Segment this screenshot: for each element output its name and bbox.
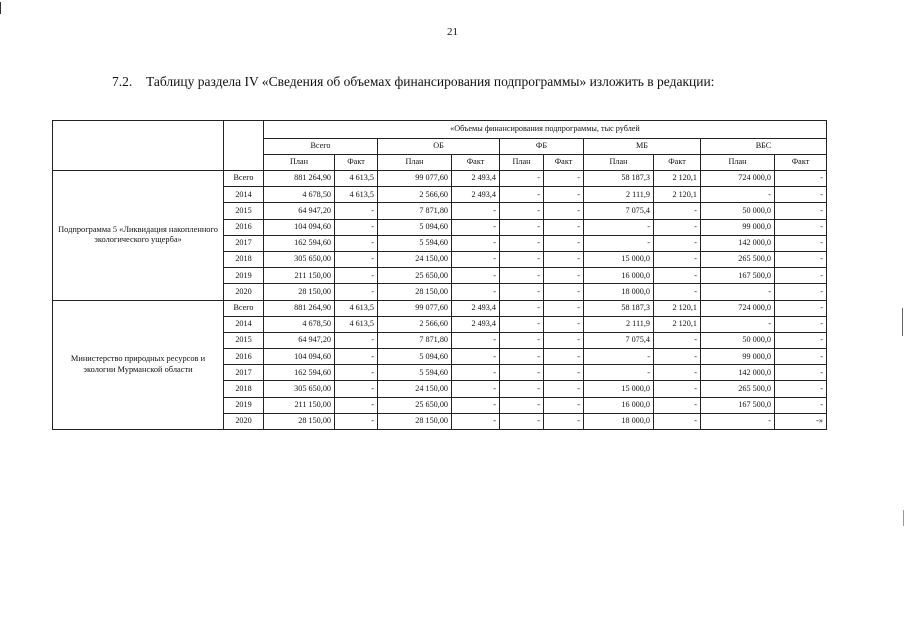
group-header-total: Всего	[264, 139, 378, 155]
value-cell: 2 566,60	[378, 187, 452, 203]
table-row	[53, 300, 827, 316]
value-cell: -	[335, 413, 378, 429]
value-cell: -»	[775, 413, 827, 429]
section-heading	[112, 74, 714, 90]
value-cell: 64 947,20	[264, 332, 335, 348]
value-cell: -	[500, 284, 544, 300]
value-cell: -	[654, 332, 701, 348]
value-cell: -	[701, 187, 775, 203]
value-cell: 2 120,1	[654, 187, 701, 203]
page-edge-mark	[902, 308, 903, 336]
value-cell: -	[500, 219, 544, 235]
value-cell: -	[544, 349, 584, 365]
value-cell: -	[701, 316, 775, 332]
subheader-plan: План	[378, 155, 452, 171]
value-cell: -	[335, 284, 378, 300]
year-cell: 2018	[224, 251, 264, 267]
value-cell: -	[584, 219, 654, 235]
subheader-fact: Факт	[654, 155, 701, 171]
year-cell: 2017	[224, 365, 264, 381]
section-name-cell: Министерство природных ресурсов и экологии Мурманской области	[53, 300, 224, 430]
value-cell: -	[775, 187, 827, 203]
year-cell: 2017	[224, 235, 264, 251]
value-cell: 50 000,0	[701, 332, 775, 348]
value-cell: 2 120,1	[654, 171, 701, 187]
value-cell: 7 871,80	[378, 203, 452, 219]
value-cell: -	[544, 203, 584, 219]
group-header-vbs: ВБС	[701, 139, 827, 155]
year-cell: 2019	[224, 397, 264, 413]
section-name-cell: Подпрограмма 5 «Ликвидация накопленного экологического ущерба»	[53, 171, 224, 301]
subheader-fact: Факт	[452, 155, 500, 171]
value-cell: -	[452, 381, 500, 397]
value-cell: -	[335, 203, 378, 219]
value-cell: 2 111,9	[584, 187, 654, 203]
value-cell: 99 000,0	[701, 219, 775, 235]
value-cell: 142 000,0	[701, 365, 775, 381]
value-cell: 99 077,60	[378, 171, 452, 187]
value-cell: 881 264,90	[264, 171, 335, 187]
value-cell: -	[544, 300, 584, 316]
value-cell: -	[775, 171, 827, 187]
value-cell: 167 500,0	[701, 397, 775, 413]
value-cell: -	[544, 219, 584, 235]
heading-number: 7.2.	[112, 74, 133, 89]
group-header-ob: ОБ	[378, 139, 500, 155]
subheader-fact: Факт	[544, 155, 584, 171]
value-cell: -	[335, 349, 378, 365]
value-cell: -	[452, 203, 500, 219]
value-cell: 28 150,00	[264, 284, 335, 300]
value-cell: -	[500, 365, 544, 381]
value-cell: 724 000,0	[701, 171, 775, 187]
value-cell: -	[544, 284, 584, 300]
value-cell: 162 594,60	[264, 235, 335, 251]
value-cell: -	[452, 413, 500, 429]
value-cell: 28 150,00	[264, 413, 335, 429]
value-cell: -	[335, 397, 378, 413]
year-cell: 2019	[224, 268, 264, 284]
value-cell: -	[500, 381, 544, 397]
value-cell: 28 150,00	[378, 284, 452, 300]
value-cell: 25 650,00	[378, 268, 452, 284]
value-cell: -	[500, 235, 544, 251]
value-cell: 18 000,0	[584, 284, 654, 300]
value-cell: 265 500,0	[701, 381, 775, 397]
value-cell: -	[335, 268, 378, 284]
value-cell: -	[775, 316, 827, 332]
value-cell: -	[775, 203, 827, 219]
value-cell: -	[452, 219, 500, 235]
value-cell: -	[452, 268, 500, 284]
year-cell: 2020	[224, 284, 264, 300]
value-cell: 4 678,50	[264, 187, 335, 203]
value-cell: -	[654, 413, 701, 429]
value-cell: 5 094,60	[378, 219, 452, 235]
value-cell: -	[500, 268, 544, 284]
value-cell: 25 650,00	[378, 397, 452, 413]
value-cell: 15 000,0	[584, 381, 654, 397]
value-cell: -	[584, 365, 654, 381]
value-cell: 58 187,3	[584, 171, 654, 187]
value-cell: 4 613,5	[335, 300, 378, 316]
page-number: 21	[447, 26, 458, 38]
heading-text: Таблицу раздела IV «Сведения об объемах финансирования подпрограммы» изложить в редакции:	[146, 74, 715, 89]
value-cell: -	[775, 300, 827, 316]
value-cell: 2 120,1	[654, 316, 701, 332]
value-cell: -	[775, 349, 827, 365]
value-cell: 2 111,9	[584, 316, 654, 332]
year-cell: 2016	[224, 349, 264, 365]
group-header-mb: МБ	[584, 139, 701, 155]
value-cell: -	[775, 284, 827, 300]
value-cell: -	[544, 316, 584, 332]
value-cell: 5 594,60	[378, 365, 452, 381]
value-cell: -	[500, 413, 544, 429]
value-cell: -	[775, 332, 827, 348]
value-cell: -	[335, 235, 378, 251]
value-cell: -	[654, 251, 701, 267]
value-cell: -	[654, 381, 701, 397]
value-cell: -	[544, 235, 584, 251]
value-cell: 4 613,5	[335, 187, 378, 203]
value-cell: 2 493,4	[452, 300, 500, 316]
value-cell: -	[775, 397, 827, 413]
value-cell: -	[500, 349, 544, 365]
value-cell: 28 150,00	[378, 413, 452, 429]
table-row	[53, 171, 827, 187]
value-cell: -	[654, 365, 701, 381]
value-cell: 58 187,3	[584, 300, 654, 316]
page-edge-mark	[903, 510, 904, 526]
value-cell: 99 000,0	[701, 349, 775, 365]
value-cell: -	[452, 349, 500, 365]
year-cell: 2015	[224, 332, 264, 348]
value-cell: 16 000,0	[584, 268, 654, 284]
value-cell: -	[452, 397, 500, 413]
value-cell: -	[335, 219, 378, 235]
value-cell: -	[775, 251, 827, 267]
value-cell: 162 594,60	[264, 365, 335, 381]
value-cell: 5 094,60	[378, 349, 452, 365]
subheader-plan: План	[500, 155, 544, 171]
value-cell: -	[654, 284, 701, 300]
value-cell: -	[544, 413, 584, 429]
value-cell: 7 075,4	[584, 332, 654, 348]
subheader-fact: Факт	[775, 155, 827, 171]
year-cell: 2014	[224, 316, 264, 332]
value-cell: 305 650,00	[264, 381, 335, 397]
value-cell: 104 094,60	[264, 349, 335, 365]
value-cell: 724 000,0	[701, 300, 775, 316]
value-cell: -	[701, 284, 775, 300]
year-cell: 2016	[224, 219, 264, 235]
value-cell: -	[500, 397, 544, 413]
year-cell: Всего	[224, 171, 264, 187]
value-cell: -	[654, 268, 701, 284]
value-cell: -	[654, 235, 701, 251]
value-cell: -	[335, 332, 378, 348]
header-blank-section	[53, 121, 224, 171]
value-cell: -	[544, 268, 584, 284]
value-cell: -	[701, 413, 775, 429]
value-cell: 305 650,00	[264, 251, 335, 267]
value-cell: -	[544, 332, 584, 348]
value-cell: 4 678,50	[264, 316, 335, 332]
value-cell: -	[775, 365, 827, 381]
value-cell: -	[452, 284, 500, 300]
value-cell: -	[544, 381, 584, 397]
value-cell: -	[584, 235, 654, 251]
value-cell: 2 493,4	[452, 171, 500, 187]
value-cell: 881 264,90	[264, 300, 335, 316]
value-cell: 167 500,0	[701, 268, 775, 284]
value-cell: -	[500, 171, 544, 187]
value-cell: 16 000,0	[584, 397, 654, 413]
value-cell: 265 500,0	[701, 251, 775, 267]
financing-table	[52, 120, 827, 430]
group-header-fb: ФБ	[500, 139, 584, 155]
value-cell: 18 000,0	[584, 413, 654, 429]
year-cell: 2018	[224, 381, 264, 397]
value-cell: 4 613,5	[335, 316, 378, 332]
value-cell: -	[500, 316, 544, 332]
value-cell: -	[775, 268, 827, 284]
subheader-plan: План	[264, 155, 335, 171]
value-cell: -	[452, 251, 500, 267]
value-cell: 7 075,4	[584, 203, 654, 219]
value-cell: 24 150,00	[378, 251, 452, 267]
value-cell: 2 120,1	[654, 300, 701, 316]
year-cell: Всего	[224, 300, 264, 316]
value-cell: 211 150,00	[264, 397, 335, 413]
table-title: «Объемы финансирования подпрограммы, тыс рублей	[264, 121, 827, 139]
value-cell: 2 493,4	[452, 187, 500, 203]
value-cell: -	[500, 332, 544, 348]
value-cell: -	[654, 203, 701, 219]
year-cell: 2014	[224, 187, 264, 203]
value-cell: -	[335, 365, 378, 381]
value-cell: -	[544, 397, 584, 413]
value-cell: -	[452, 235, 500, 251]
value-cell: 5 594,60	[378, 235, 452, 251]
year-cell: 2020	[224, 413, 264, 429]
value-cell: 2 493,4	[452, 316, 500, 332]
page-edge-mark	[0, 2, 1, 14]
value-cell: -	[544, 171, 584, 187]
value-cell: 64 947,20	[264, 203, 335, 219]
value-cell: 4 613,5	[335, 171, 378, 187]
year-cell: 2015	[224, 203, 264, 219]
value-cell: -	[500, 187, 544, 203]
value-cell: -	[654, 349, 701, 365]
value-cell: 50 000,0	[701, 203, 775, 219]
value-cell: -	[584, 349, 654, 365]
value-cell: -	[500, 251, 544, 267]
value-cell: -	[544, 251, 584, 267]
value-cell: 104 094,60	[264, 219, 335, 235]
value-cell: 2 566,60	[378, 316, 452, 332]
value-cell: 142 000,0	[701, 235, 775, 251]
value-cell: 7 871,80	[378, 332, 452, 348]
value-cell: -	[500, 203, 544, 219]
value-cell: -	[775, 219, 827, 235]
value-cell: -	[452, 365, 500, 381]
value-cell: -	[654, 397, 701, 413]
value-cell: -	[654, 219, 701, 235]
value-cell: -	[335, 381, 378, 397]
value-cell: -	[775, 381, 827, 397]
value-cell: -	[775, 235, 827, 251]
value-cell: -	[452, 332, 500, 348]
value-cell: 211 150,00	[264, 268, 335, 284]
value-cell: 15 000,0	[584, 251, 654, 267]
value-cell: 99 077,60	[378, 300, 452, 316]
subheader-plan: План	[584, 155, 654, 171]
header-blank-year	[224, 121, 264, 171]
subheader-fact: Факт	[335, 155, 378, 171]
subheader-plan: План	[701, 155, 775, 171]
value-cell: -	[544, 365, 584, 381]
value-cell: -	[544, 187, 584, 203]
value-cell: 24 150,00	[378, 381, 452, 397]
value-cell: -	[335, 251, 378, 267]
value-cell: -	[500, 300, 544, 316]
